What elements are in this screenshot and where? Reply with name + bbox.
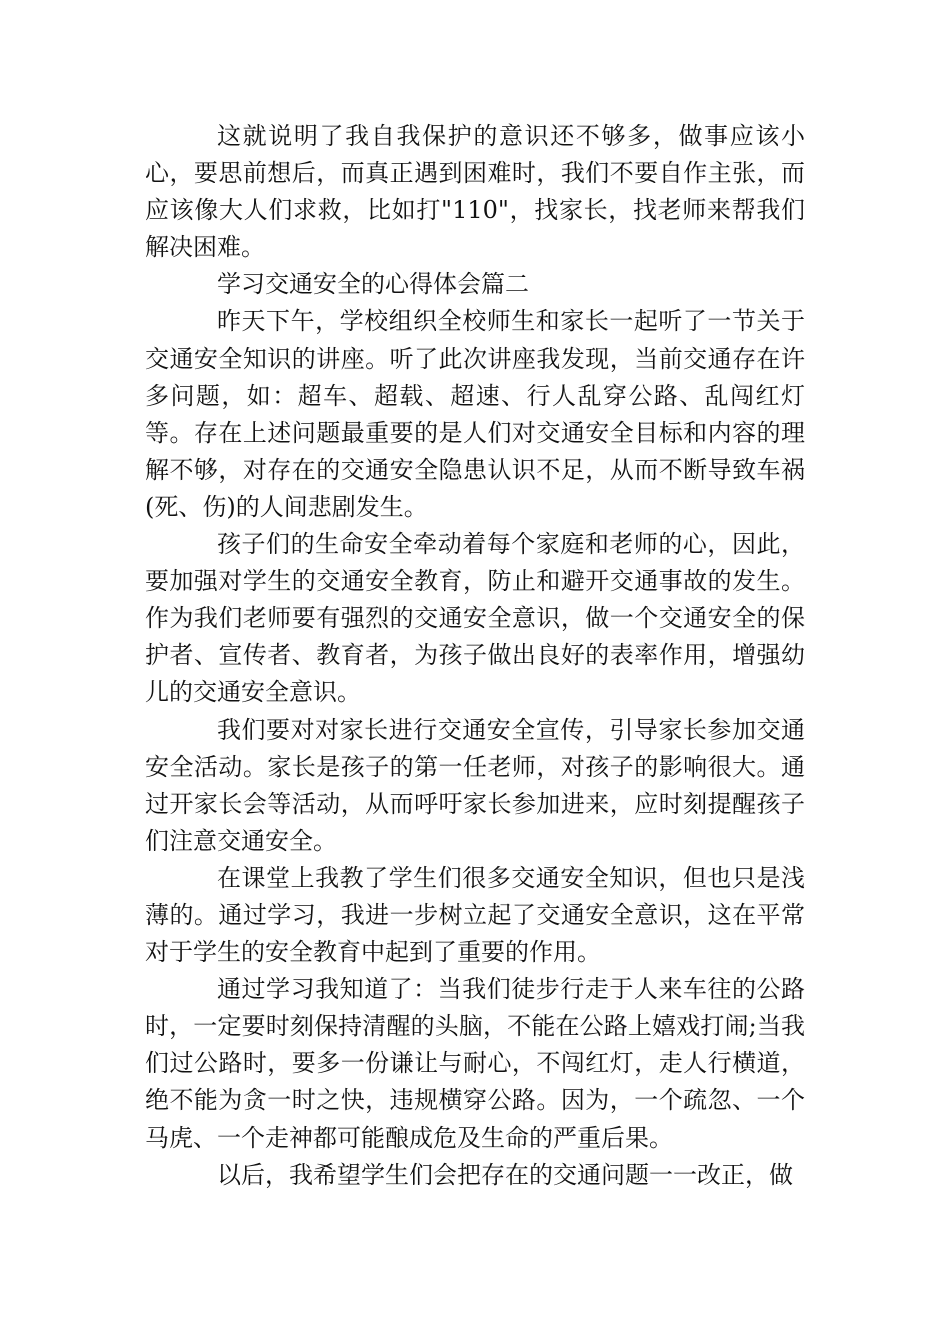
paragraph: 孩子们的生命安全牵动着每个家庭和老师的心，因此，要加强对学生的交通安全教育，防止和避开交通事故的发生。作为我们老师要有强烈的交通安全意识，做一个交通安全的保护者、宣传者、教育者，为孩子做出良好的表率作用，增强幼儿的交通安全意识。 [145, 530, 805, 707]
paragraph: 我们要对对家长进行交通安全宣传，引导家长参加交通安全活动。家长是孩子的第一任老师，对孩子的影响很大。通过开家长会等活动，从而呼吁家长参加进来，应时刻提醒孩子们注意交通安全。 [145, 715, 805, 855]
paragraph: 这就说明了我自我保护的意识还不够多，做事应该小心，要思前想后，而真正遇到困难时，我们不要自作主张，而应该像大人们求救，比如打"110"，找家长，找老师来帮我们解决困难。 [145, 122, 805, 262]
paragraph: 在课堂上我教了学生们很多交通安全知识，但也只是浅薄的。通过学习，我进一步树立起了交通安全意识，这在平常对于学生的安全教育中起到了重要的作用。 [145, 863, 805, 967]
section-heading: 学习交通安全的心得体会篇二 [217, 270, 529, 299]
document-body [145, 118, 805, 1194]
paragraph: 以后，我希望学生们会把存在的交通问题一一改正，做 [217, 1160, 793, 1189]
paragraph: 通过学习我知道了：当我们徒步行走于人来车往的公路时，一定要时刻保持清醒的头脑，不能在公路上嬉戏打闹;当我们过公路时，要多一份谦让与耐心，不闯红灯，走人行横道，绝不能为贪一时之快，违规横穿公路。因为，一个疏忽、一个马虎、一个走神都可能酿成危及生命的严重后果。 [145, 975, 805, 1152]
paragraph: 昨天下午，学校组织全校师生和家长一起听了一节关于交通安全知识的讲座。听了此次讲座我发现，当前交通存在许多问题，如：超车、超载、超速、行人乱穿公路、乱闯红灯等。存在上述问题最重要的是人们对交通安全目标和内容的理解不够，对存在的交通安全隐患认识不足，从而不断导致车祸(死、伤)的人间悲剧发生。 [145, 307, 805, 521]
